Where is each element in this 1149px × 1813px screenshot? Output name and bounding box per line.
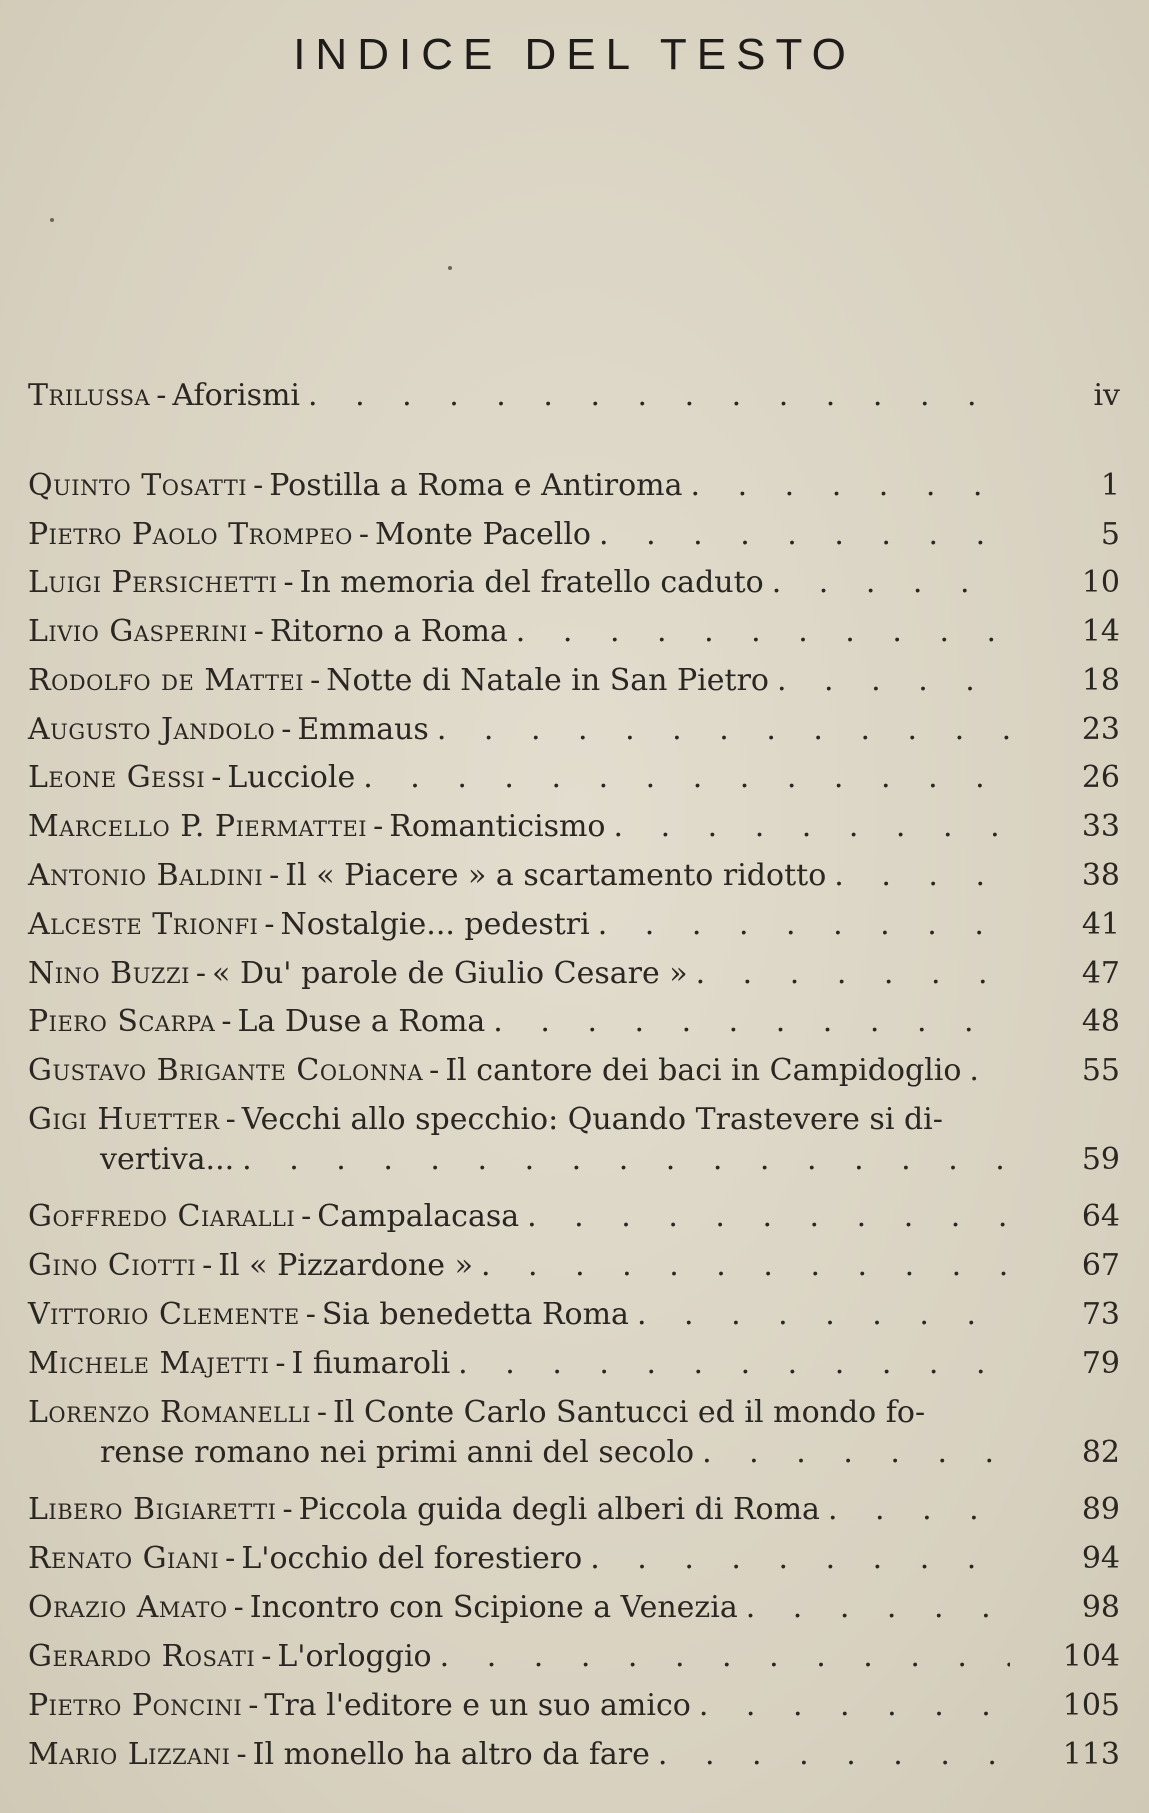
entry-page-number: 38 [1081, 858, 1120, 893]
page-title: INDICE DEL TESTO [293, 30, 856, 79]
dot-leader [591, 515, 1010, 555]
entry-author: Trilussa [28, 378, 151, 413]
entry-title: Tra l'editore e un suo amico [264, 1688, 691, 1723]
dot-leader [688, 954, 1010, 994]
entry-title: « Du' parole de Giulio Cesare » [212, 956, 688, 991]
entry-separator: - [316, 1395, 328, 1430]
entry-author: Rodolfo de Mattei [28, 663, 305, 698]
toc-entry[interactable] [28, 612, 1120, 652]
entry-separator: - [195, 956, 207, 991]
entry-author: Pietro Poncini [28, 1688, 243, 1723]
entry-separator: - [221, 1004, 232, 1039]
entry-title: Romanticismo [389, 809, 606, 844]
entry-author: Livio Gasperini [28, 614, 248, 649]
entry-separator: - [429, 1053, 440, 1088]
entry-separator: - [225, 1102, 236, 1137]
dot-leader [961, 1051, 1010, 1091]
entry-separator: - [283, 565, 294, 600]
entry-title: Il « Pizzardone » [218, 1248, 473, 1283]
entry-author: Vittorio Clemente [28, 1297, 300, 1332]
dot-leader [473, 1246, 1010, 1286]
toc-entry-preface[interactable] [28, 376, 1120, 416]
entry-title: Aforismi [172, 378, 301, 413]
entry-page-number: 105 [1062, 1688, 1120, 1723]
dot-leader [683, 466, 1011, 506]
dot-leader [450, 1344, 1010, 1384]
entry-separator: - [248, 1688, 259, 1723]
entry-author: Pietro Paolo Trompeo [28, 517, 353, 552]
entry-separator: - [253, 614, 264, 649]
entry-separator: - [156, 378, 167, 413]
entry-title: L'occhio del forestiero [241, 1541, 583, 1576]
toc-entry[interactable] [28, 1002, 1120, 1042]
toc-entry[interactable] [28, 1051, 1120, 1091]
entry-separator: - [253, 468, 264, 503]
dot-leader [590, 905, 1010, 945]
entry-author: Renato Giani [28, 1541, 220, 1576]
toc-entry[interactable] [28, 807, 1120, 847]
toc-entry[interactable] [28, 905, 1120, 945]
entry-author: Goffredo Ciaralli [28, 1199, 296, 1234]
entry-title: Monte Pacello [375, 517, 591, 552]
entry-page-number: 67 [1081, 1248, 1120, 1283]
entry-title: Notte di Natale in San Pietro [326, 663, 769, 698]
entry-separator: - [282, 1492, 293, 1527]
toc-entry[interactable] [28, 1588, 1120, 1628]
entry-author: Marcello P. Piermattei [28, 809, 368, 844]
entry-page-number: 98 [1081, 1590, 1120, 1625]
entry-author: Quinto Tosatti [28, 468, 248, 503]
entry-title: Campalacasa [317, 1199, 520, 1234]
entry-page-number: 10 [1081, 565, 1120, 600]
toc-entry[interactable] [28, 1637, 1120, 1677]
entry-page-number: 48 [1081, 1004, 1120, 1039]
entry-author: Luigi Persichetti [28, 565, 278, 600]
entry-separator: - [310, 663, 321, 698]
entry-separator: - [261, 1639, 272, 1674]
toc-entry[interactable] [28, 515, 1120, 555]
dot-leader [355, 758, 1010, 798]
toc-entry[interactable] [28, 758, 1120, 798]
entry-title: Il monello ha altro da fare [252, 1737, 650, 1772]
entry-page-number: 23 [1081, 712, 1120, 747]
dot-leader [508, 612, 1010, 652]
entry-separator: - [305, 1297, 316, 1332]
paper-speck [448, 266, 452, 270]
entry-title: Emmaus [297, 712, 429, 747]
entry-title: I fiumaroli [291, 1346, 451, 1381]
toc-entry[interactable] [28, 1490, 1120, 1530]
entry-separator: - [211, 760, 222, 795]
toc-entry[interactable] [28, 1735, 1120, 1775]
entry-author: Nino Buzzi [28, 956, 190, 991]
dot-leader [764, 563, 1010, 603]
entry-page-number: 14 [1081, 614, 1120, 649]
entry-separator: - [269, 858, 280, 893]
dot-leader [629, 1295, 1010, 1335]
entry-author: Michele Majetti [28, 1346, 270, 1381]
dot-leader [820, 1490, 1010, 1530]
entry-page-number: 82 [1081, 1435, 1120, 1470]
toc-entry[interactable] [28, 856, 1120, 896]
entry-page-number: 26 [1081, 760, 1120, 795]
dot-leader [738, 1588, 1010, 1628]
entry-page-number: 5 [1100, 517, 1120, 552]
entry-title: Piccola guida degli alberi di Roma [298, 1492, 820, 1527]
dot-leader [650, 1735, 1010, 1775]
entry-author: Libero Bigiaretti [28, 1492, 277, 1527]
dot-leader [234, 1140, 1010, 1180]
entry-author: Leone Gessi [28, 760, 206, 795]
entry-author: Orazio Amato [28, 1590, 228, 1625]
entry-title-continuation: rense romano nei primi anni del secolo [100, 1435, 695, 1470]
paper-speck [50, 218, 54, 222]
dot-leader [769, 661, 1010, 701]
entry-separator: - [225, 1541, 236, 1576]
entry-separator: - [373, 809, 384, 844]
entry-page-number: 55 [1081, 1053, 1120, 1088]
toc-entry[interactable] [28, 1393, 1120, 1473]
entry-page-number: 79 [1081, 1346, 1120, 1381]
entry-separator: - [275, 1346, 286, 1381]
entry-title: Il cantore dei baci in Campidoglio [445, 1053, 962, 1088]
toc-entry[interactable] [28, 710, 1120, 750]
entry-title: La Duse a Roma [237, 1004, 486, 1039]
dot-leader [694, 1433, 1010, 1473]
entry-title: Postilla a Roma e Antiroma [269, 468, 683, 503]
toc-entry[interactable] [28, 1686, 1120, 1726]
dot-leader [485, 1002, 1010, 1042]
entry-page-number: iv [1093, 378, 1120, 413]
entry-separator: - [202, 1248, 213, 1283]
entry-page-number: 73 [1081, 1297, 1120, 1332]
entry-page-number: 89 [1081, 1492, 1120, 1527]
entry-author: Gustavo Brigante Colonna [28, 1053, 424, 1088]
toc-entry[interactable] [28, 1100, 1120, 1180]
entry-author: Antonio Baldini [28, 858, 264, 893]
entry-page-number: 113 [1062, 1737, 1120, 1772]
dot-leader [429, 710, 1010, 750]
entry-title: Incontro con Scipione a Venezia [249, 1590, 738, 1625]
toc-entry[interactable] [28, 563, 1120, 603]
entry-page-number: 47 [1081, 956, 1120, 991]
toc-entry[interactable] [28, 1246, 1120, 1286]
entry-author: Mario Lizzani [28, 1737, 231, 1772]
entry-title: Il « Piacere » a scartamento ridotto [285, 858, 827, 893]
toc-entry[interactable] [28, 1197, 1120, 1237]
entry-author: Piero Scarpa [28, 1004, 216, 1039]
entry-title: Lucciole [227, 760, 356, 795]
entry-title: In memoria del fratello caduto [299, 565, 764, 600]
toc-entry[interactable] [28, 954, 1120, 994]
toc-entry[interactable] [28, 1344, 1120, 1384]
dot-leader [606, 807, 1011, 847]
dot-leader [300, 376, 1010, 416]
dot-leader [582, 1539, 1010, 1579]
entry-page-number: 18 [1081, 663, 1120, 698]
dot-leader [826, 856, 1010, 896]
entry-author: Lorenzo Romanelli [28, 1395, 311, 1430]
dot-leader [519, 1197, 1010, 1237]
entry-separator: - [281, 712, 292, 747]
entry-separator: - [301, 1199, 312, 1234]
entry-page-number: 1 [1100, 468, 1120, 503]
dot-leader [691, 1686, 1010, 1726]
entry-page-number: 64 [1081, 1199, 1120, 1234]
entry-title: Ritorno a Roma [269, 614, 508, 649]
entry-title-continuation: vertiva... [100, 1142, 235, 1177]
entry-author: Gerardo Rosati [28, 1639, 256, 1674]
entry-title: Vecchi allo specchio: Quando Trastevere si di- [241, 1102, 943, 1137]
entry-separator: - [233, 1590, 244, 1625]
entry-page-number: 33 [1081, 809, 1120, 844]
entry-separator: - [264, 907, 275, 942]
entry-title: L'orloggio [277, 1639, 432, 1674]
toc-entry[interactable] [28, 1295, 1120, 1335]
entry-author: Augusto Jandolo [28, 712, 276, 747]
entry-title: Sia benedetta Roma [321, 1297, 629, 1332]
entry-page-number: 104 [1062, 1639, 1120, 1674]
entry-page-number: 41 [1081, 907, 1120, 942]
entry-separator: - [358, 517, 370, 552]
entry-page-number: 94 [1081, 1541, 1120, 1576]
toc-entry[interactable] [28, 661, 1120, 701]
toc-entry[interactable] [28, 1539, 1120, 1579]
entry-separator: - [236, 1737, 247, 1772]
dot-leader [432, 1637, 1010, 1677]
entry-title: Nostalgie... pedestri [280, 907, 590, 942]
toc-entry[interactable] [28, 466, 1120, 506]
entry-author: Gigi Huetter [28, 1102, 220, 1137]
entry-title: Il Conte Carlo Santucci ed il mondo fo- [333, 1395, 926, 1430]
entry-page-number: 59 [1081, 1142, 1120, 1177]
entry-author: Alceste Trionfi [28, 907, 259, 942]
entry-author: Gino Ciotti [28, 1248, 197, 1283]
